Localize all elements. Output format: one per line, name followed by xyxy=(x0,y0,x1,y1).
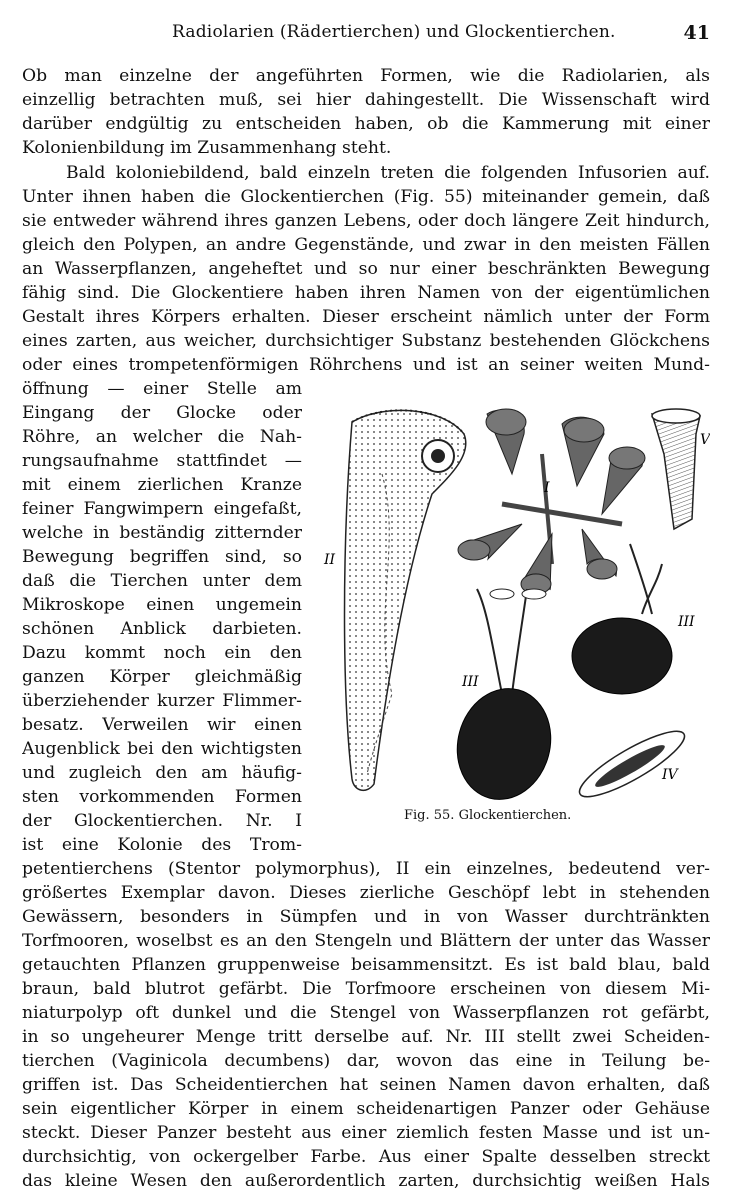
paragraph-line: gleich den Polypen, an andre Gegenstände, und zwar in den meisten Fällen xyxy=(22,235,710,255)
paragraph-line: Mikroskope einen ungemein xyxy=(22,595,302,615)
paragraph-line: das kleine Wesen den außerordentlich zarten, durchsichtig weißen Hals xyxy=(22,1171,710,1191)
running-title: Radiolarien (Rädertierchen) und Glockentierchen. xyxy=(172,22,616,42)
paragraph-line: schönen Anblick darbieten. xyxy=(22,619,302,639)
paragraph-line: Unter ihnen haben die Glockentierchen (Fig. 55) miteinander gemein, daß xyxy=(22,187,710,207)
paragraph-line: Gewässern, besonders in Sümpfen und in von Wasser durchtränkten xyxy=(22,907,710,927)
paragraph-line: an Wasserpflanzen, angeheftet und so nur einer beschränkten Bewegung xyxy=(22,259,710,279)
paragraph-line: darüber endgültig zu entscheiden haben, ob die Kammerung mit einer xyxy=(22,114,710,134)
paragraph-line: petentierchens (Stentor polymorphus), II ein einzelnes, bedeutend ver- xyxy=(22,859,710,879)
stentor-single-drawing xyxy=(345,410,466,790)
paragraph-line: Kolonienbildung im Zusammenhang steht. xyxy=(22,138,392,158)
paragraph-line: einzellig betrachten muß, sei hier dahingestellt. Die Wissenschaft wird xyxy=(22,90,710,110)
paragraph-line: durchsichtig, von ockergelber Farbe. Aus einer Spalte desselben streckt xyxy=(22,1147,710,1167)
paragraph-line: tierchen (Vaginicola decumbens) dar, wovon das eine in Teilung be- xyxy=(22,1051,710,1071)
running-head xyxy=(22,22,710,48)
glockentierchen-illustration xyxy=(312,394,710,804)
paragraph-line: in so ungeheurer Menge tritt derselbe auf. Nr. III stellt zwei Scheiden- xyxy=(22,1027,710,1047)
figure-55 xyxy=(312,394,710,834)
paragraph-line: überziehender kurzer Flimmer- xyxy=(22,691,302,711)
book-page xyxy=(22,0,710,1200)
paragraph-line: Gestalt ihres Körpers erhalten. Dieser erscheint nämlich unter der Form xyxy=(22,307,710,327)
paragraph-line: besatz. Verweilen wir einen xyxy=(22,715,302,735)
paragraph-line: welche in beständig zitternder xyxy=(22,523,302,543)
label-III-left: III xyxy=(462,674,479,690)
paragraph-line: Augenblick bei den wichtigsten xyxy=(22,739,302,759)
paragraph-line: ist eine Kolonie des Trom- xyxy=(22,835,302,855)
paragraph-line: Dazu kommt noch ein den xyxy=(22,643,302,663)
paragraph-line: daß die Tierchen unter dem xyxy=(22,571,302,591)
stentor-colony-drawing xyxy=(458,409,645,594)
paragraph-line: fähig sind. Die Glockentiere haben ihren Namen von der eigentümlichen xyxy=(22,283,710,303)
paragraph-line: öffnung — einer Stelle am xyxy=(22,379,302,399)
paragraph-line: griffen ist. Das Scheidentierchen hat seinen Namen davon erhalten, daß xyxy=(22,1075,710,1095)
vaginicola-left-drawing xyxy=(445,589,563,804)
label-V: V xyxy=(700,432,710,448)
paragraph-line: Eingang der Glocke oder xyxy=(22,403,302,423)
figure-caption: Fig. 55. Glockentierchen. xyxy=(404,808,572,823)
paragraph-line: sie entweder während ihres ganzen Lebens, oder doch längere Zeit hindurch, xyxy=(22,211,710,231)
paragraph-line: niaturpolyp oft dunkel und die Stengel von Wasserpflanzen rot gefärbt, xyxy=(22,1003,710,1023)
label-II: II xyxy=(324,552,336,568)
paragraph-line: sein eigentlicher Körper in einem scheidenartigen Panzer oder Gehäuse xyxy=(22,1099,710,1119)
paragraph-line: Bald koloniebildend, bald einzeln treten die folgenden Infusorien auf. xyxy=(66,163,710,183)
paragraph-line: größertes Exemplar davon. Dieses zierliche Geschöpf lebt in stehenden xyxy=(22,883,710,903)
paragraph-line: rungsaufnahme stattfindet — xyxy=(22,451,302,471)
paragraph-line: eines zarten, aus weicher, durchsichtiger Substanz bestehenden Glöckchens xyxy=(22,331,710,351)
label-I: I xyxy=(544,480,550,496)
label-III-right: III xyxy=(678,614,695,630)
paragraph-line: sten vorkommenden Formen xyxy=(22,787,302,807)
elongated-cell-drawing xyxy=(573,721,692,804)
paragraph-line: Röhre, an welcher die Nah- xyxy=(22,427,302,447)
paragraph-line: Bewegung begriffen sind, so xyxy=(22,547,302,567)
label-IV: IV xyxy=(662,767,678,783)
paragraph-line: braun, bald blutrot gefärbt. Die Torfmoore erscheinen von diesem Mi- xyxy=(22,979,710,999)
paragraph-line: und zugleich den am häufig- xyxy=(22,763,302,783)
vase-shell-drawing xyxy=(652,409,700,529)
paragraph-line: oder eines trompetenförmigen Röhrchens und ist an seiner weiten Mund- xyxy=(22,355,710,375)
paragraph-line: mit einem zierlichen Kranze xyxy=(22,475,302,495)
paragraph-line: getauchten Pflanzen gruppenweise beisammensitzt. Es ist bald blau, bald xyxy=(22,955,710,975)
paragraph-line: Torfmooren, woselbst es an den Stengeln und Blättern der unter das Wasser xyxy=(22,931,710,951)
paragraph-line: der Glockentierchen. Nr. I xyxy=(22,811,302,831)
paragraph-line: ganzen Körper gleichmäßig xyxy=(22,667,302,687)
page-number: 41 xyxy=(683,22,710,44)
paragraph-line: feiner Fangwimpern eingefaßt, xyxy=(22,499,302,519)
paragraph-line: steckt. Dieser Panzer besteht aus einer ziemlich festen Masse und ist un- xyxy=(22,1123,710,1143)
paragraph-line: Ob man einzelne der angeführten Formen, wie die Radiolarien, als xyxy=(22,66,710,86)
